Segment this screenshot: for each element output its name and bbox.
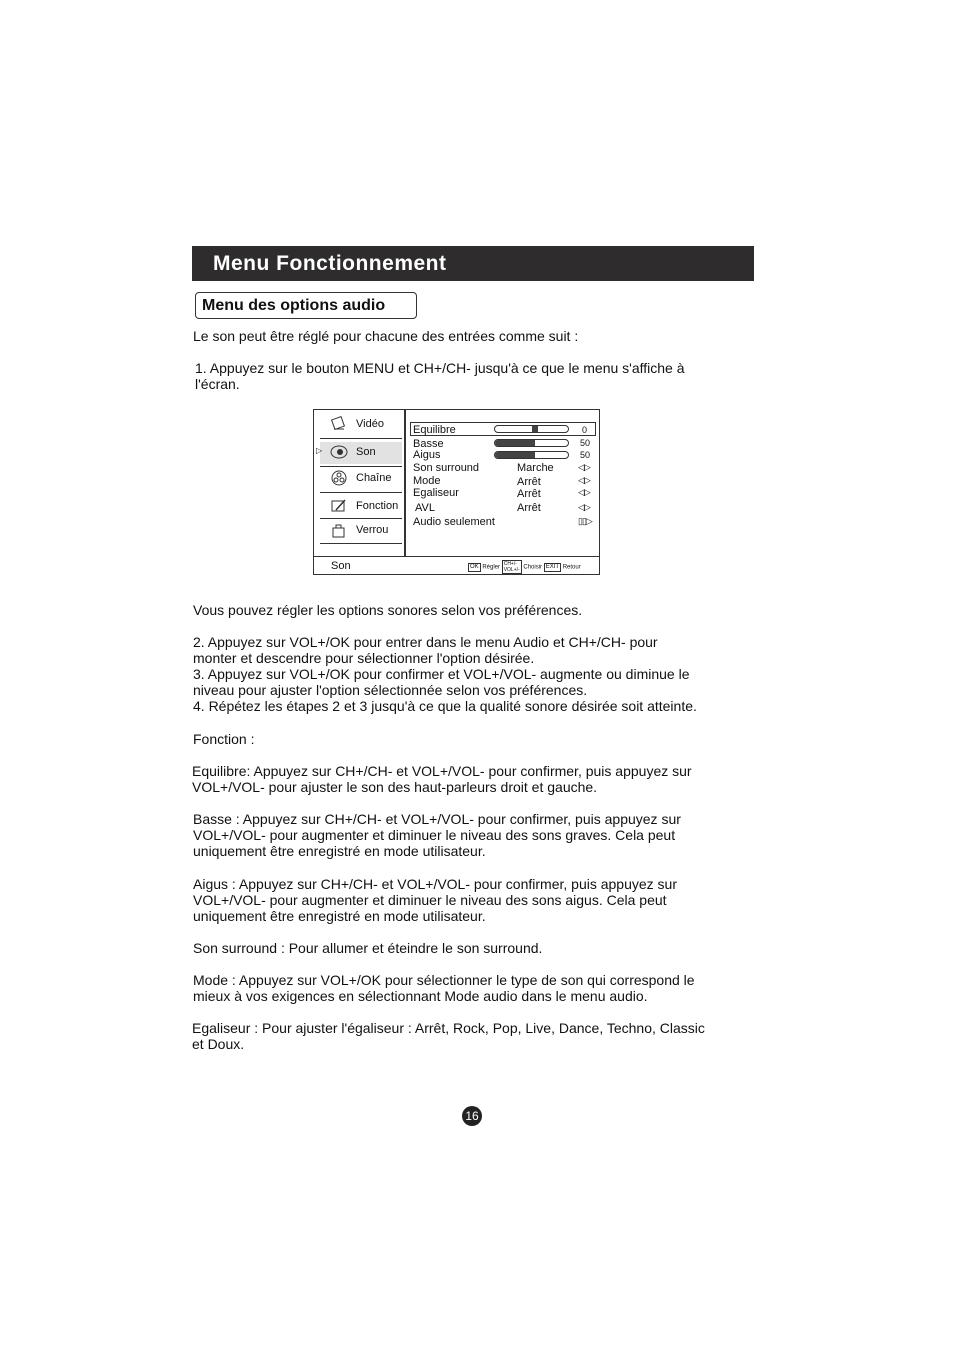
menu-item-label: Verrou — [356, 524, 389, 536]
footer-key-hints — [468, 560, 581, 574]
bass-fill — [495, 440, 535, 446]
ok-key: OK — [470, 563, 479, 570]
left-right-arrows-icon[interactable]: ◁▷ — [578, 475, 590, 485]
step-1-text: 1. Appuyez sur le bouton MENU et CH+/CH- jusqu'à ce que le menu s'affiche à l'écran. — [195, 360, 685, 392]
left-right-arrows-icon[interactable]: ◁▷ — [578, 462, 590, 472]
surround-description: Son surround : Pour allumer et éteindre le son surround. — [193, 940, 543, 956]
exit-label: Retour — [562, 564, 581, 571]
speaker-icon — [330, 444, 348, 460]
option-value: Arrêt — [517, 488, 541, 500]
section-title: Menu des options audio — [195, 292, 417, 319]
left-right-arrows-icon[interactable]: ◁▷ — [578, 502, 590, 512]
body-paragraph: Vous pouvez régler les options sonores selon vos préférences. — [193, 602, 583, 618]
mode-description: Mode : Appuyez sur VOL+/OK pour sélectionner le type de son qui correspond le mieux à vos exigences en sélectionnant Mode audio dans le menu audio. — [193, 972, 695, 1004]
footer-menu-name: Son — [331, 560, 351, 572]
bass-slider[interactable] — [494, 439, 569, 447]
video-icon — [330, 416, 348, 432]
page-number: 16 — [462, 1106, 482, 1126]
menu-item-label: Son — [356, 446, 376, 458]
menu-item-label: Chaîne — [356, 472, 392, 484]
option-number: 50 — [580, 450, 591, 460]
ok-label: Régler — [482, 564, 501, 571]
audio-menu-screen — [313, 409, 600, 575]
intro-text: Le son peut être réglé pour chacune des entrées comme suit : — [193, 328, 579, 344]
treble-fill — [495, 452, 535, 458]
equilibre-description: Equilibre: Appuyez sur CH+/CH- et VOL+/VOL- pour confirmer, puis appuyez sur VOL+/VOL- pour ajuster le son des haut-parleurs droit et gauche. — [192, 763, 692, 795]
option-number: 50 — [580, 438, 591, 448]
menu-sidebar — [314, 410, 406, 556]
menu-item-verrou[interactable] — [320, 520, 402, 542]
treble-slider[interactable] — [494, 451, 569, 459]
steps-paragraph: 2. Appuyez sur VOL+/OK pour entrer dans le menu Audio et CH+/CH- pour monter et descendre pour sélectionner l'option désirée. 3. Appuyez sur VOL+/OK pour confirmer et VOL+/VOL- augmente ou diminue le niveau pour ajuster l'option sélectionnée selon vos préférences. 4. Répétez les étapes 2 et 3 jusqu'à ce que la qualité sonore désirée soit atteinte. — [193, 634, 697, 714]
egaliseur-description: Egaliseur : Pour ajuster l'égaliseur : Arrêt, Rock, Pop, Live, Dance, Techno, Classic et Doux. — [192, 1020, 705, 1052]
menu-item-chaine[interactable] — [320, 468, 402, 490]
exit-key: EXIT — [545, 563, 560, 570]
menu-item-fonction[interactable] — [320, 496, 402, 518]
channel-icon — [330, 470, 348, 486]
option-value: Arrêt — [517, 502, 541, 514]
option-label: Basse — [413, 438, 444, 450]
option-value: Marche — [517, 462, 554, 474]
option-label: Son surround — [413, 462, 480, 474]
page-title: Menu Fonctionnement — [192, 246, 754, 281]
option-number: 0 — [582, 425, 588, 435]
option-label: Audio seulement — [413, 516, 495, 528]
function-icon — [330, 498, 348, 514]
enter-arrow-icon[interactable]: ▯▯▷ — [578, 516, 592, 526]
menu-item-son[interactable] — [316, 442, 402, 464]
option-label: AVL — [415, 502, 435, 514]
option-label: Equilibre — [413, 424, 456, 436]
choose-label: Choisir — [523, 564, 543, 571]
menu-item-label: Fonction — [356, 500, 399, 512]
option-label: Mode — [413, 475, 441, 487]
ch-vol-key: CH+/- VOL+/- — [503, 561, 520, 573]
menu-item-label: Vidéo — [356, 418, 384, 430]
menu-item-video[interactable] — [320, 414, 402, 436]
balance-knob — [532, 426, 538, 432]
function-heading: Fonction : — [193, 731, 255, 747]
option-label: Egaliseur — [413, 487, 459, 499]
selection-arrow-icon: ▷ — [316, 446, 323, 455]
option-value: Arrêt — [517, 476, 541, 488]
lock-icon — [330, 522, 348, 538]
aigus-description: Aigus : Appuyez sur CH+/CH- et VOL+/VOL- pour confirmer, puis appuyez sur VOL+/VOL- pour augmenter et diminuer le niveau des sons aigus. Cela peut uniquement être enregistré en mode utilisateur. — [193, 876, 677, 924]
basse-description: Basse : Appuyez sur CH+/CH- et VOL+/VOL- pour confirmer, puis appuyez sur VOL+/VOL- pour augmenter et diminuer le niveau des sons graves. Cela peut uniquement être enregistré en mode utilisateur. — [193, 811, 681, 859]
option-label: Aigus — [413, 449, 441, 461]
left-right-arrows-icon[interactable]: ◁▷ — [578, 487, 590, 497]
balance-slider[interactable] — [494, 425, 569, 433]
